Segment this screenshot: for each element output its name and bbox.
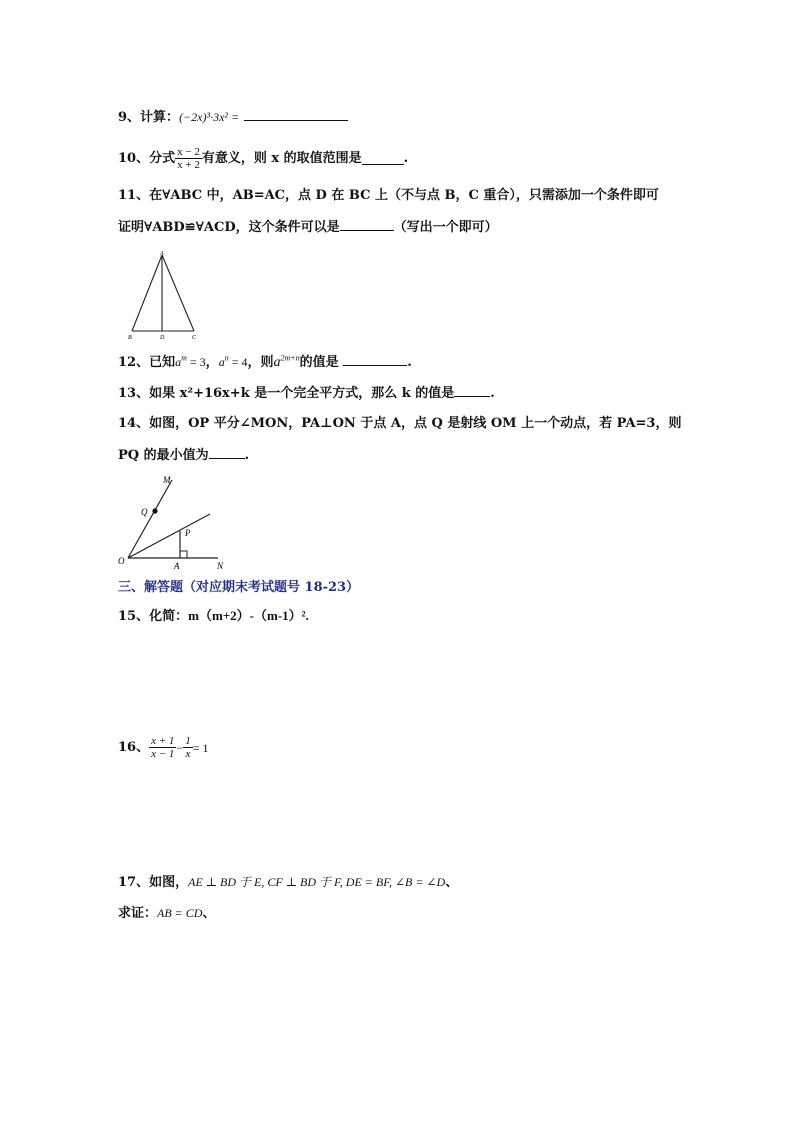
fraction — [175, 146, 202, 171]
math-expression: m（m+2）-（m-1）². — [188, 608, 309, 623]
math-value: = 4 — [228, 355, 248, 369]
side-ac — [162, 255, 194, 331]
point-q — [152, 508, 157, 513]
answer-blank — [340, 218, 394, 231]
section-heading: 三、解答题（对应期末考试题号 18-23） — [118, 580, 360, 595]
label-b: B — [128, 335, 132, 341]
label-o: O — [118, 556, 125, 566]
answer-blank — [244, 108, 348, 121]
math-base: a — [273, 355, 281, 370]
math-expression: (−2x)³·3x² = — [179, 110, 240, 124]
question-label: 分式 — [149, 150, 176, 166]
fraction — [183, 735, 193, 760]
question-number: 13、 — [118, 386, 150, 401]
question-10 — [118, 146, 408, 171]
label-a: A — [160, 251, 164, 257]
question-11-line-1 — [118, 187, 659, 205]
math-exponent: n — [224, 353, 229, 363]
label-d: D — [160, 335, 165, 341]
question-label: 如图， — [149, 875, 189, 890]
question-text: 证明∀ABD≌∀ACD，这个条件可以是 — [118, 220, 340, 235]
question-number: 11、 — [118, 188, 150, 203]
answer-blank — [454, 384, 490, 397]
question-9 — [118, 108, 348, 127]
question-12 — [118, 353, 412, 372]
math-base: a — [218, 355, 225, 369]
question-label: 化简： — [149, 609, 189, 624]
label-c: C — [192, 335, 197, 341]
question-tail: 、 — [202, 906, 216, 921]
fraction-denominator: x + 2 — [177, 159, 200, 171]
label-a: A — [174, 561, 180, 571]
question-number: 10、 — [118, 150, 150, 166]
answer-blank — [343, 353, 407, 366]
question-17-proof — [118, 904, 215, 923]
separator: ， — [205, 355, 219, 370]
question-14-line-2 — [118, 446, 249, 465]
angle-bisector-figure — [116, 470, 234, 574]
question-16 — [118, 735, 208, 760]
math-exponent: m — [181, 353, 187, 363]
question-text: ，则 — [247, 355, 274, 370]
fraction-denominator: x − 1 — [151, 748, 175, 760]
label-n: N — [217, 561, 224, 571]
label-m: M — [163, 475, 171, 485]
question-text: 有意义，则 x 的取值范围是 — [201, 150, 362, 166]
question-number: 17、 — [118, 875, 150, 890]
answer-blank — [209, 446, 245, 459]
side-ab — [132, 255, 162, 331]
question-14-line-1 — [118, 415, 681, 433]
question-number: 15、 — [118, 609, 150, 624]
label-q: Q — [141, 507, 148, 517]
question-label: 计算： — [140, 110, 180, 125]
question-11-line-2 — [118, 218, 498, 237]
proof-label: 求证： — [118, 906, 158, 921]
question-tail: . — [403, 150, 409, 166]
question-17 — [118, 873, 458, 892]
question-text: 在∀ABC 中，AB=AC，点 D 在 BC 上（不与点 B，C 重合），只需添加一个条件即可 — [149, 188, 659, 203]
math-exponent: 2m+n — [280, 353, 300, 363]
question-tail: . — [244, 448, 250, 463]
question-number: 16、 — [118, 739, 150, 755]
equation-rhs: = 1 — [192, 740, 209, 755]
question-tail: 、 — [445, 875, 459, 890]
question-15 — [118, 607, 309, 626]
question-number: 14、 — [118, 416, 150, 431]
question-text: 如图，OP 平分∠MON，PA⊥ON 于点 A，点 Q 是射线 OM 上一个动点，若 PA=3，则 — [149, 416, 682, 431]
label-p: P — [185, 528, 191, 538]
question-label: 已知 — [149, 355, 176, 370]
fraction-denominator: x — [185, 748, 191, 760]
question-13 — [118, 384, 495, 403]
triangle-figure — [124, 247, 206, 341]
question-text: 的值是 — [299, 355, 339, 370]
question-number: 9、 — [118, 110, 141, 125]
math-expression: AE ⊥ BD 于 E, CF ⊥ BD 于 F, DE = BF, ∠B = ∠D — [188, 875, 446, 889]
fraction — [149, 735, 176, 760]
fraction-numerator: x − 2 — [177, 146, 200, 158]
right-angle-mark — [180, 551, 187, 558]
question-tail: . — [490, 386, 495, 401]
math-value: = 3 — [186, 355, 206, 369]
question-text: （写出一个即可） — [393, 220, 498, 235]
question-tail: . — [407, 355, 412, 370]
math-base: a — [175, 355, 182, 369]
math-expression: AB = CD — [157, 906, 203, 920]
question-text: PQ 的最小值为 — [118, 448, 209, 463]
question-text: 如果 x²+16x+k 是一个完全平方式，那么 k 的值是 — [149, 386, 455, 401]
answer-blank — [362, 152, 404, 165]
minus-sign: − — [176, 740, 184, 755]
fraction-numerator: x + 1 — [151, 735, 175, 747]
question-number: 12、 — [118, 355, 150, 370]
fraction-numerator: 1 — [185, 735, 191, 747]
